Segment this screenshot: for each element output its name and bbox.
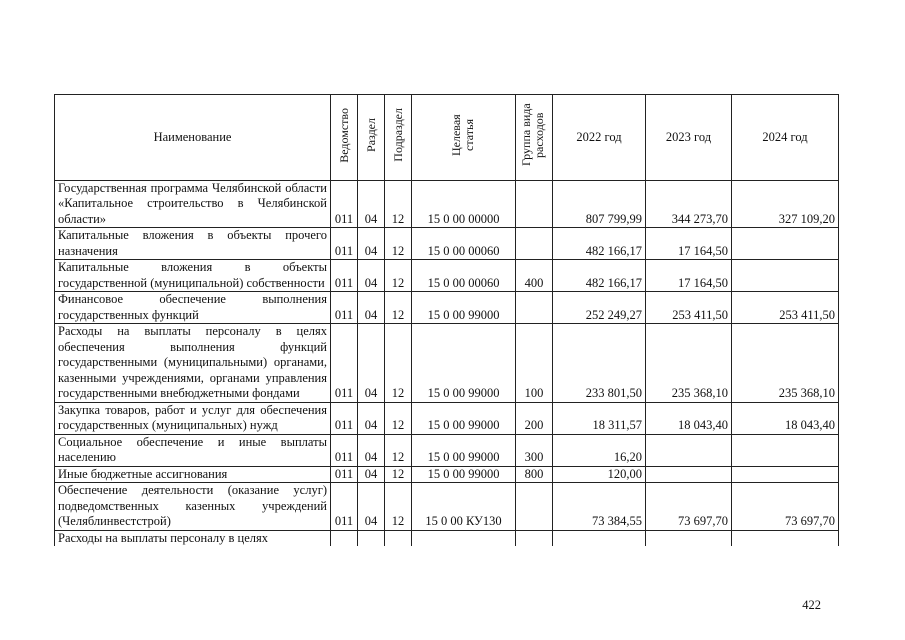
row-name: Капитальные вложения в объекты прочего назначения — [55, 228, 331, 260]
row-2022: 482 166,17 — [553, 228, 646, 260]
table-row — [55, 434, 839, 466]
table-row — [55, 180, 839, 228]
row-expense-group: 800 — [516, 466, 553, 483]
row-subsection: 12 — [385, 228, 412, 260]
row-expense-group: 400 — [516, 260, 553, 292]
row-2022: 233 801,50 — [553, 324, 646, 403]
row-subsection: 12 — [385, 466, 412, 483]
header-row — [55, 95, 839, 181]
row-target-item: 15 0 00 99000 — [412, 434, 516, 466]
page-number: 422 — [802, 598, 821, 612]
row-2023 — [646, 530, 732, 546]
row-department: 011 — [331, 324, 358, 403]
row-2024: 18 043,40 — [732, 402, 839, 434]
row-2022: 482 166,17 — [553, 260, 646, 292]
header-2024: 2024 год — [732, 95, 839, 181]
row-department: 011 — [331, 402, 358, 434]
header-target-item: Целевая статья — [412, 95, 516, 181]
row-2023: 17 164,50 — [646, 260, 732, 292]
row-2024: 253 411,50 — [732, 292, 839, 324]
row-name: Иные бюджетные ассигнования — [55, 466, 331, 483]
row-subsection: 12 — [385, 260, 412, 292]
row-2022 — [553, 530, 646, 546]
row-2022: 18 311,57 — [553, 402, 646, 434]
row-section: 04 — [358, 228, 385, 260]
header-expense-group: Группа вида расходов — [516, 95, 553, 181]
row-2024 — [732, 530, 839, 546]
row-department: 011 — [331, 466, 358, 483]
table-row — [55, 483, 839, 531]
row-2023: 18 043,40 — [646, 402, 732, 434]
row-expense-group — [516, 292, 553, 324]
row-target-item: 15 0 00 99000 — [412, 324, 516, 403]
row-2023: 253 411,50 — [646, 292, 732, 324]
table-row — [55, 260, 839, 292]
row-2023 — [646, 466, 732, 483]
header-name: Наименование — [55, 95, 331, 181]
row-2024 — [732, 466, 839, 483]
row-2023: 73 697,70 — [646, 483, 732, 531]
row-section — [358, 530, 385, 546]
row-subsection: 12 — [385, 402, 412, 434]
row-2022: 120,00 — [553, 466, 646, 483]
row-2024: 235 368,10 — [732, 324, 839, 403]
row-target-item — [412, 530, 516, 546]
row-name: Обеспечение деятельности (оказание услуг) подведомственных казенных учреждений (Челяблинвестстрой) — [55, 483, 331, 531]
row-section: 04 — [358, 483, 385, 531]
row-target-item: 15 0 00 00000 — [412, 180, 516, 228]
row-target-item: 15 0 00 99000 — [412, 292, 516, 324]
row-target-item: 15 0 00 00060 — [412, 260, 516, 292]
row-2024 — [732, 434, 839, 466]
row-subsection: 12 — [385, 324, 412, 403]
row-2022: 252 249,27 — [553, 292, 646, 324]
row-department: 011 — [331, 292, 358, 324]
header-subsection: Подраздел — [385, 95, 412, 181]
row-name: Закупка товаров, работ и услуг для обеспечения государственных (муниципальных) нужд — [55, 402, 331, 434]
table-row — [55, 292, 839, 324]
row-name: Государственная программа Челябинской области «Капитальное строительство в Челябинской области» — [55, 180, 331, 228]
table-row — [55, 402, 839, 434]
row-department: 011 — [331, 483, 358, 531]
row-2023 — [646, 434, 732, 466]
row-target-item: 15 0 00 00060 — [412, 228, 516, 260]
row-2023: 344 273,70 — [646, 180, 732, 228]
row-2024: 73 697,70 — [732, 483, 839, 531]
row-section: 04 — [358, 324, 385, 403]
row-department — [331, 530, 358, 546]
table-row — [55, 228, 839, 260]
row-target-item: 15 0 00 99000 — [412, 402, 516, 434]
row-2023: 17 164,50 — [646, 228, 732, 260]
header-2023: 2023 год — [646, 95, 732, 181]
row-section: 04 — [358, 180, 385, 228]
row-department: 011 — [331, 180, 358, 228]
row-2022: 16,20 — [553, 434, 646, 466]
row-section: 04 — [358, 466, 385, 483]
row-department: 011 — [331, 260, 358, 292]
row-subsection: 12 — [385, 434, 412, 466]
row-expense-group — [516, 228, 553, 260]
row-expense-group: 200 — [516, 402, 553, 434]
row-subsection: 12 — [385, 180, 412, 228]
row-2022: 73 384,55 — [553, 483, 646, 531]
table-row — [55, 530, 839, 546]
row-expense-group — [516, 180, 553, 228]
row-name: Капитальные вложения в объекты государственной (муниципальной) собственности — [55, 260, 331, 292]
row-subsection: 12 — [385, 292, 412, 324]
row-name: Расходы на выплаты персоналу в целях — [55, 530, 331, 546]
row-department: 011 — [331, 228, 358, 260]
row-target-item: 15 0 00 99000 — [412, 466, 516, 483]
row-subsection — [385, 530, 412, 546]
row-expense-group — [516, 530, 553, 546]
row-expense-group — [516, 483, 553, 531]
row-2022: 807 799,99 — [553, 180, 646, 228]
row-name: Расходы на выплаты персоналу в целях обеспечения выполнения функций государственными (муниципальными) органами, казенными учреждениями, органами управления государственными внебюджетными фондами — [55, 324, 331, 403]
row-name: Финансовое обеспечение выполнения государственных функций — [55, 292, 331, 324]
row-2024 — [732, 260, 839, 292]
table-row — [55, 466, 839, 483]
row-section: 04 — [358, 402, 385, 434]
header-department: Ведомство — [331, 95, 358, 181]
row-expense-group: 300 — [516, 434, 553, 466]
row-target-item: 15 0 00 КУ130 — [412, 483, 516, 531]
row-name: Социальное обеспечение и иные выплаты населению — [55, 434, 331, 466]
header-section: Раздел — [358, 95, 385, 181]
table-row — [55, 324, 839, 403]
row-2024 — [732, 228, 839, 260]
row-2023: 235 368,10 — [646, 324, 732, 403]
row-department: 011 — [331, 434, 358, 466]
budget-table — [54, 94, 839, 546]
row-section: 04 — [358, 260, 385, 292]
row-expense-group: 100 — [516, 324, 553, 403]
row-2024: 327 109,20 — [732, 180, 839, 228]
row-section: 04 — [358, 292, 385, 324]
row-section: 04 — [358, 434, 385, 466]
header-2022: 2022 год — [553, 95, 646, 181]
row-subsection: 12 — [385, 483, 412, 531]
